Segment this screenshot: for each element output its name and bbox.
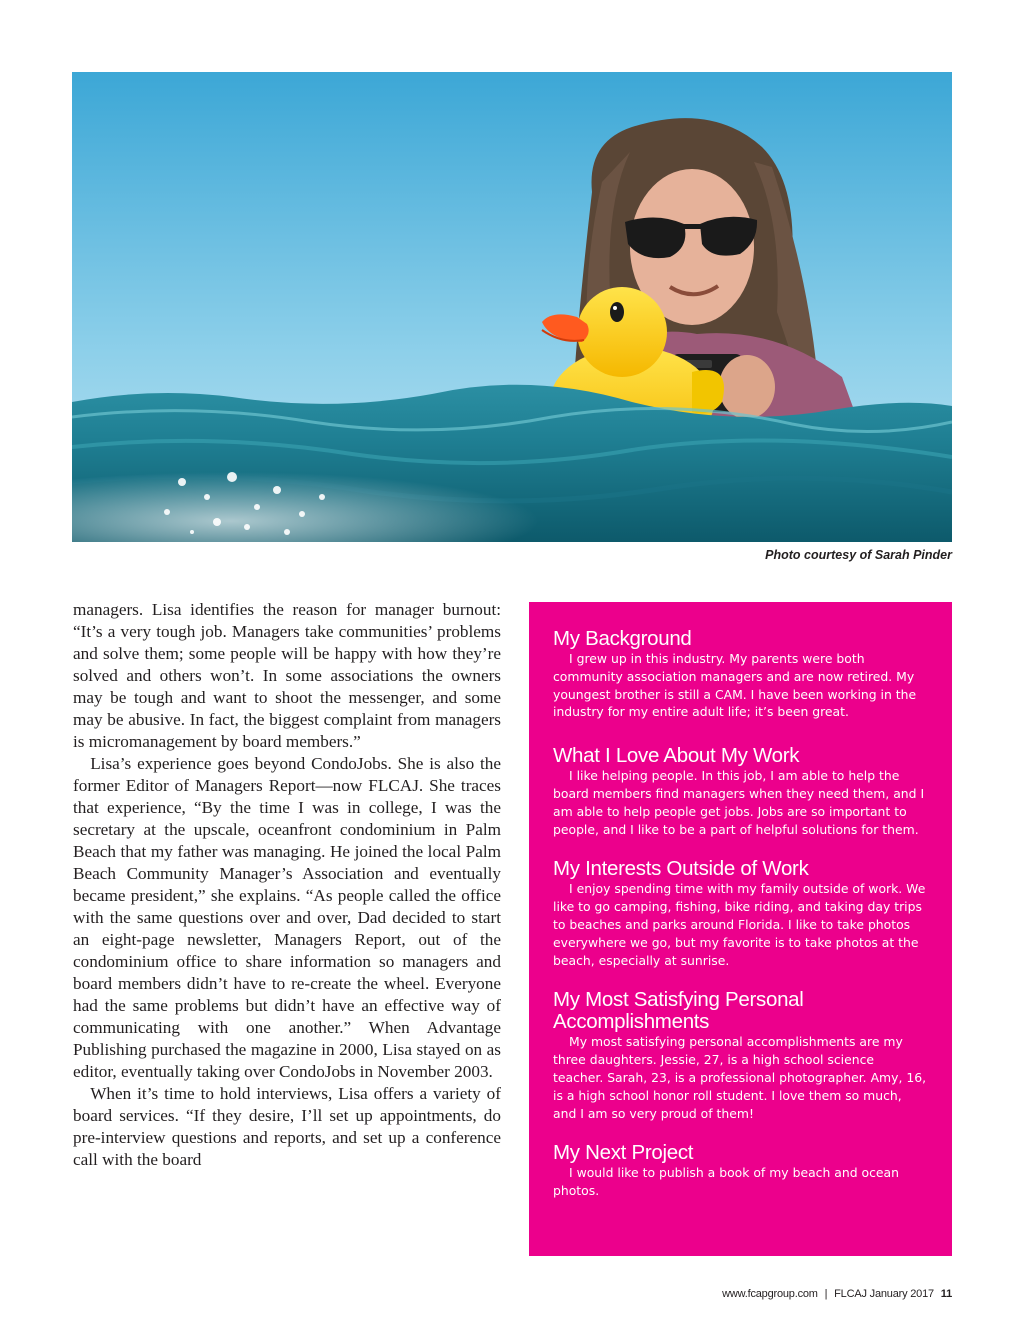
article-column [73, 599, 501, 1171]
sidebar-section-next-project [553, 1142, 928, 1200]
sidebar-heading: My Next Project [553, 1141, 694, 1165]
footer-separator: | [824, 1288, 828, 1300]
sidebar-section-accomplishments [553, 989, 928, 1122]
sidebar-heading: My Background [553, 627, 692, 650]
sidebar-section-interests [553, 858, 928, 969]
footer-issue: January 2017 [869, 1288, 934, 1300]
footer-website: www.fcapgroup.com [722, 1288, 818, 1300]
sidebar-heading: My Interests Outside of Work [553, 857, 809, 881]
article-paragraph: Lisa’s experience goes beyond CondoJobs. She is also the former Editor of Managers Report—now FLCAJ. She traces that experience, “By the time I was in college, I was the secretary at the upscale, oceanfront condominium in Palm Beach that my father was managing. He joined the local Palm Beach Community Manager’s Association and eventually became president,” she explains. “As people called the office with the same questions over and over, Dad decided to start an eight-page newsletter, Managers Report, out of the condominium office to share information so managers and board members didn’t have to re-create the wheel. Everyone had the same problems but didn’t have an effective way of communicating with one another.” When Advantage Publishing purchased the magazine in 2000, Lisa stayed on as editor, eventually taking over CondoJobs in November 2003. [73, 754, 501, 1081]
feature-photo [72, 72, 952, 542]
profile-sidebar [529, 602, 952, 1256]
photo-credit: Photo courtesy of Sarah Pinder [765, 548, 952, 562]
sidebar-body: I grew up in this industry. My parents were both community association managers and are now retired. My youngest brother is still a CAM. I have been working in the industry for my entire adult life; it’s been great. [553, 651, 917, 720]
sidebar-body: I would like to publish a book of my beach and ocean photos. [553, 1165, 899, 1199]
photo-woman-with-rubber-duck-in-ocean [72, 72, 952, 542]
article-paragraph: managers. Lisa identifies the reason for manager burnout: “It’s a very tough job. Managers take communities’ problems and solve them; some people will be happy with how they’re solved and others won’t. In some associations the owners may be tough and want to shoot the messenger, and some may be abusive. In fact, the biggest complaint from managers is micromanagement by board members.” [73, 600, 501, 751]
sidebar-body: I like helping people. In this job, I am able to help the board members find managers when they need them, and I am able to help people get jobs. Jobs are so important to people, and I like to be a part of helpful solutions for them. [553, 768, 925, 837]
sidebar-body: I enjoy spending time with my family outside of work. We like to go camping, fishing, bike riding, and taking day trips to beaches and parks around Florida. I like to take photos everywhere we go, but my favorite is to take photos at the beach, especially at sunrise. [553, 881, 926, 968]
page-footer [722, 1288, 952, 1300]
sidebar-heading: What I Love About My Work [553, 744, 800, 768]
footer-publication: FLCAJ [834, 1288, 867, 1300]
sidebar-body: My most satisfying personal accomplishments are my three daughters. Jessie, 27, is a high school science teacher. Sarah, 23, is a professional photographer. Amy, 16, is a high school honor roll student. I love them so much, and I am so very proud of them! [553, 1034, 927, 1121]
sidebar-heading: My Most Satisfying Personal Accomplishments [553, 988, 804, 1034]
footer-page-number: 11 [940, 1288, 952, 1300]
sidebar-section-love-work [553, 745, 928, 838]
sidebar-section-background [553, 628, 928, 721]
article-paragraph: When it’s time to hold interviews, Lisa offers a variety of board services. “If they desire, I’ll set up appointments, do pre-interview questions and reports, and set up a conference call with the board [73, 1084, 501, 1169]
